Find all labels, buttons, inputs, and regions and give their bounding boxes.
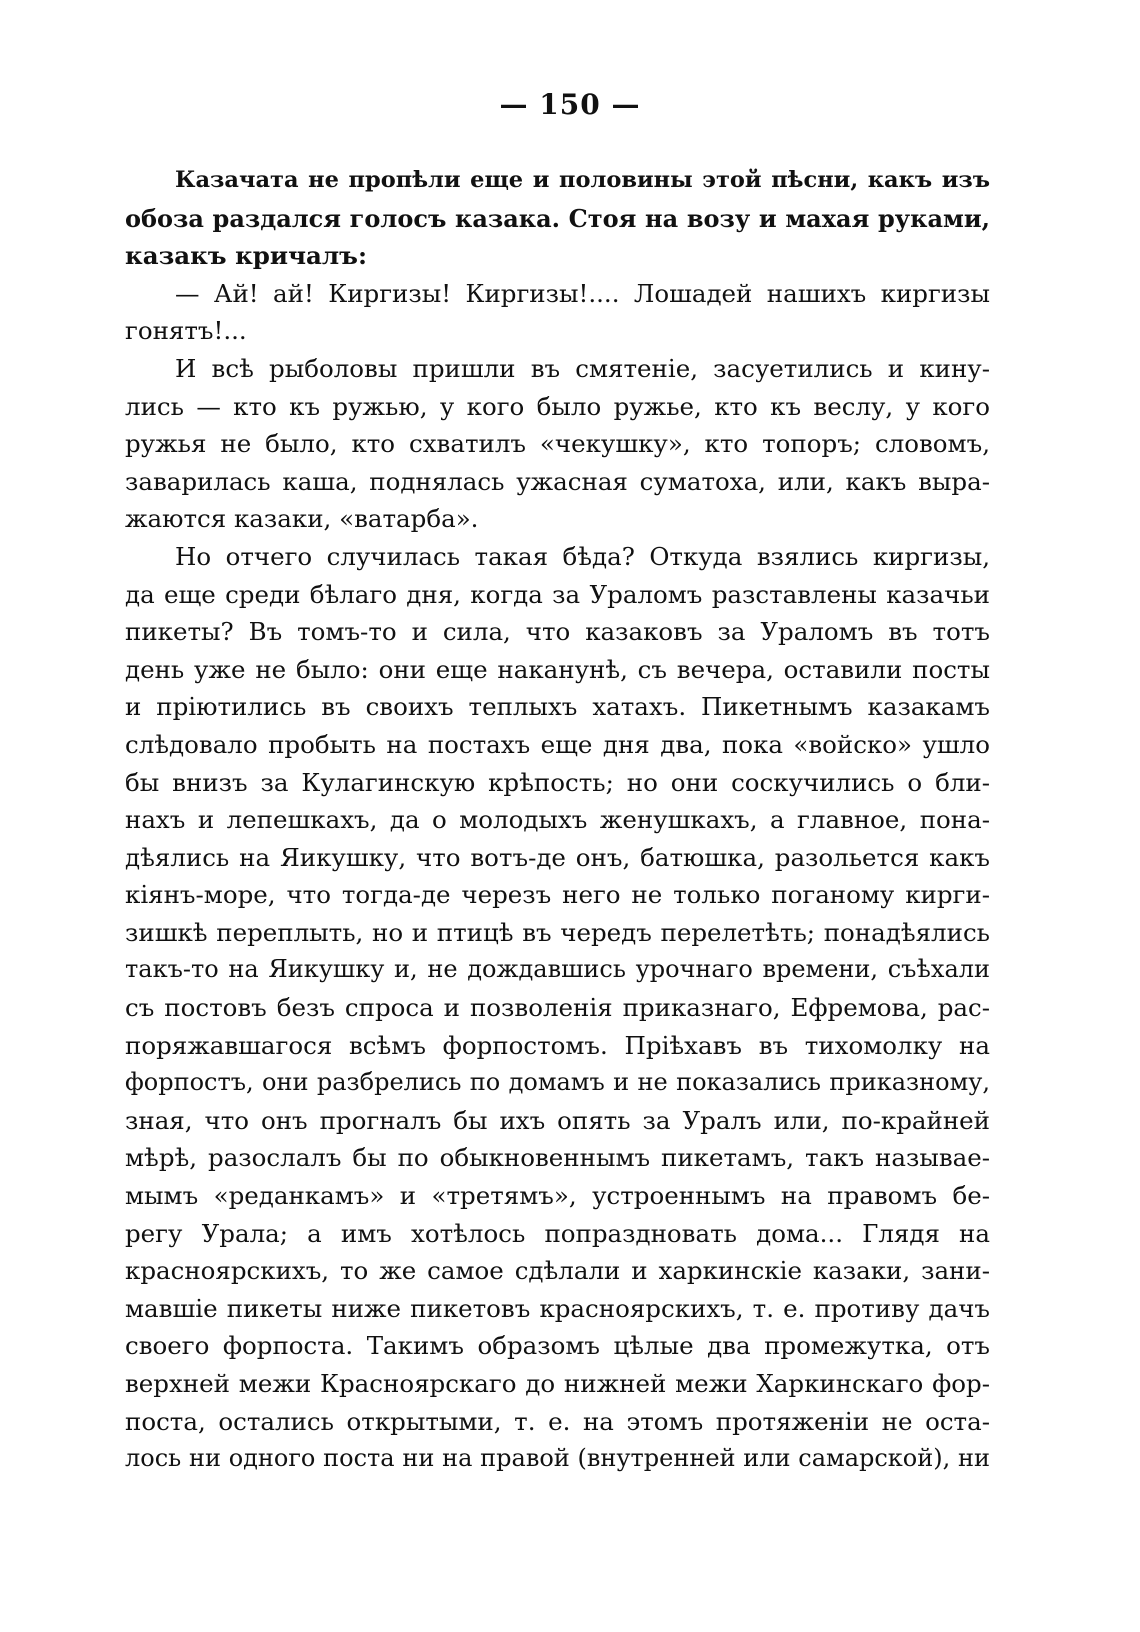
text-line: нахъ и лепешкахъ, да о молодыхъ женушкахъ, а главное, пона-	[125, 805, 990, 835]
text-line: кіянъ-море, что тогда-де черезъ него не только поганому кирги-	[125, 880, 990, 910]
text-line: такъ-то на Яикушку и, не дождавшись урочнаго времени, съѣхали	[125, 955, 990, 984]
text-line: мѣрѣ, разослалъ бы по обыкновеннымъ пикетамъ, такъ называе-	[125, 1143, 990, 1173]
text-line: дѣялись на Яикушку, что вотъ-де онъ, батюшка, разольется какъ	[125, 842, 990, 872]
text-line: поста, остались открытыми, т. е. на этомъ протяженіи не оста-	[125, 1406, 990, 1436]
page-number: — 150 —	[499, 88, 641, 121]
text-line: красноярскихъ, то же самое сдѣлали и харкинскіе казаки, зани-	[125, 1256, 990, 1286]
text-line: зишкѣ переплыть, но и птицѣ въ чередъ перелетѣть; понадѣялись	[125, 917, 990, 947]
text-line: съ постовъ безъ спроса и позволенія приказнаго, Ефремова, рас-	[125, 993, 990, 1023]
text-line: заварилась каша, поднялась ужасная суматоха, или, какъ выра-	[125, 466, 990, 496]
text-line: бы внизъ за Кулагинскую крѣпость; но они соскучились о бли-	[125, 767, 990, 797]
text-line: — Ай! ай! Киргизы! Киргизы!.... Лошадей нашихъ киргизы	[175, 278, 990, 308]
text-line: обоза раздался голосъ казака. Стоя на возу и махая руками,	[125, 203, 990, 233]
text-line: форпостъ, они разбрелись по домамъ и не показались приказному,	[125, 1068, 990, 1097]
text-line: зная, что онъ прогналъ бы ихъ опять за Уралъ или, по-крайней	[125, 1105, 990, 1135]
text-line: своего форпоста. Такимъ образомъ цѣлые два промежутка, отъ	[125, 1331, 990, 1361]
text-line: да еще среди бѣлаго дня, когда за Ураломъ разставлены казачьи	[125, 579, 990, 609]
text-line: жаются казаки, «ватарба».	[125, 504, 479, 534]
text-line: мавшіе пикеты ниже пикетовъ красноярскихъ, т. е. противу дачъ	[125, 1293, 990, 1323]
text-line: день уже не было: они еще наканунѣ, съ вечера, оставили посты	[125, 654, 990, 684]
text-line: пикеты? Въ томъ-то и сила, что казаковъ за Ураломъ въ тотъ	[125, 617, 990, 647]
text-line: И всѣ рыболовы пришли въ смятеніе, засуетились и кину-	[175, 353, 990, 383]
text-line: гонятъ!...	[125, 316, 247, 346]
text-line: поряжавшагося всѣмъ форпостомъ. Пріѣхавъ въ тихомолку на	[125, 1030, 990, 1060]
text-line: лись — кто къ ружью, у кого было ружье, кто къ веслу, у кого	[125, 391, 990, 421]
body-text	[125, 162, 990, 1478]
text-line: Но отчего случилась такая бѣда? Откуда взялись киргизы,	[175, 541, 990, 571]
text-line: Казачата не пропѣли еще и половины этой пѣсни, какъ изъ	[175, 167, 990, 193]
text-line: слѣдовало пробыть на постахъ еще дня два, пока «войско» ушло	[125, 729, 990, 759]
text-line: мымъ «реданкамъ» и «третямъ», устроеннымъ на правомъ бе-	[125, 1181, 990, 1211]
text-line: и пріютились въ своихъ теплыхъ хатахъ. Пикетнымъ казакамъ	[125, 692, 990, 722]
text-line: ружья не было, кто схватилъ «чекушку», кто топоръ; словомъ,	[125, 429, 990, 459]
text-line: лось ни одного поста ни на правой (внутренней или самарской), ни	[125, 1444, 990, 1473]
text-line: верхней межи Красноярскаго до нижней межи Харкинскаго фор-	[125, 1369, 990, 1398]
text-line: казакъ кричалъ:	[125, 241, 368, 271]
text-line: регу Урала; а имъ хотѣлось попраздновать дома... Глядя на	[125, 1218, 990, 1248]
